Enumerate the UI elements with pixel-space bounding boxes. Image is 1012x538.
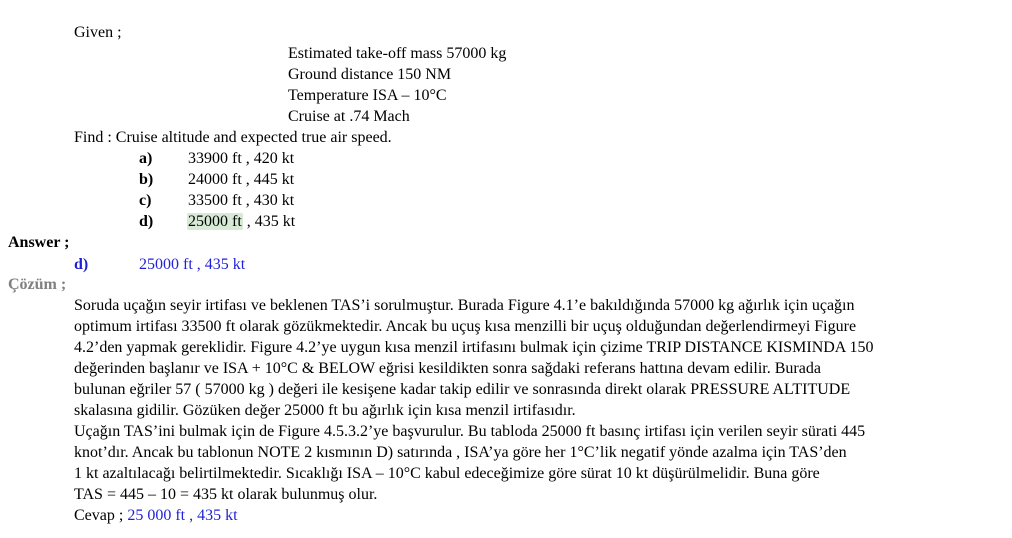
highlighted-answer-text: 25000 ft — [188, 213, 242, 230]
option-text-c: 33500 ft , 430 kt — [188, 192, 295, 209]
solution-line: değerinden başlanır ve ISA + 10°C & BELOW eğrisi kesildikten sonra sağdaki referans hattına devam edilir. Burada — [74, 360, 821, 377]
solution-line: Uçağın TAS’ini bulmak için de Figure 4.5.3.2’ye başvurulur. Bu tabloda 25000 ft basınç irtifası için verilen seyir sürati 445 — [74, 423, 866, 440]
solution-label: Çözüm ; — [8, 276, 67, 293]
solution-line: skalasına gidilir. Gözüken değer 25000 ft bu ağırlık için kısa menzil irtifasıdır. — [74, 402, 576, 419]
option-text-b: 24000 ft , 445 kt — [188, 171, 295, 188]
option-text-d-rest: , 435 kt — [242, 213, 296, 230]
cevap-line — [74, 505, 238, 526]
solution-line: Soruda uçağın seyir irtifası ve beklenen TAS’i sorulmuştur. Burada Figure 4.1’e bakıldığında 57000 kg ağırlık için uçağın — [74, 297, 855, 314]
find-prompt: Find : Cruise altitude and expected true air speed. — [74, 129, 392, 146]
given-item: Cruise at .74 Mach — [288, 108, 410, 125]
option-letter-c: c) — [139, 192, 152, 209]
given-label: Given ; — [74, 24, 122, 41]
option-letter-d: d) — [139, 213, 154, 230]
answer-text: 25000 ft , 435 kt — [139, 256, 246, 273]
solution-line: knot’dır. Ancak bu tablonun NOTE 2 kısmının D) satırında , ISA’ya göre her 1°C’lik negatif yönde azalma için TAS’den — [74, 444, 847, 461]
option-text-d — [188, 211, 295, 232]
given-item: Estimated take-off mass 57000 kg — [288, 45, 507, 62]
answer-label: Answer ; — [8, 234, 70, 251]
option-letter-a: a) — [139, 150, 153, 167]
given-item: Ground distance 150 NM — [288, 66, 452, 83]
solution-line: bulunan eğriler 57 ( 57000 kg ) değeri ile kesişene kadar takip edilir ve sonrasında direkt olarak PRESSURE ALTITUDE — [74, 381, 851, 398]
given-item: Temperature ISA – 10°C — [288, 87, 447, 104]
solution-line: 1 kt azaltılacağı belirtilmektedir. Sıcaklığı ISA – 10°C kabul edeceğimize göre sürat 10 kt düşürülmelidir. Buna göre — [74, 465, 820, 482]
option-letter-b: b) — [139, 171, 154, 188]
solution-line: optimum irtifası 33500 ft olarak gözükmektedir. Ancak bu uçuş kısa menzilli bir uçuş olduğundan değerlendirmeyi Figure — [74, 318, 857, 335]
answer-letter: d) — [74, 256, 89, 273]
cevap-value: 25 000 ft , 435 kt — [127, 507, 238, 524]
solution-line: TAS = 445 – 10 = 435 kt olarak bulunmuş olur. — [74, 486, 378, 503]
option-text-a: 33900 ft , 420 kt — [188, 150, 295, 167]
solution-line: 4.2’den yapmak gereklidir. Figure 4.2’ye uygun kısa menzil irtifasını bulmak için çizime TRIP DISTANCE KISMINDA 150 — [74, 339, 874, 356]
cevap-label: Cevap ; — [74, 507, 124, 524]
